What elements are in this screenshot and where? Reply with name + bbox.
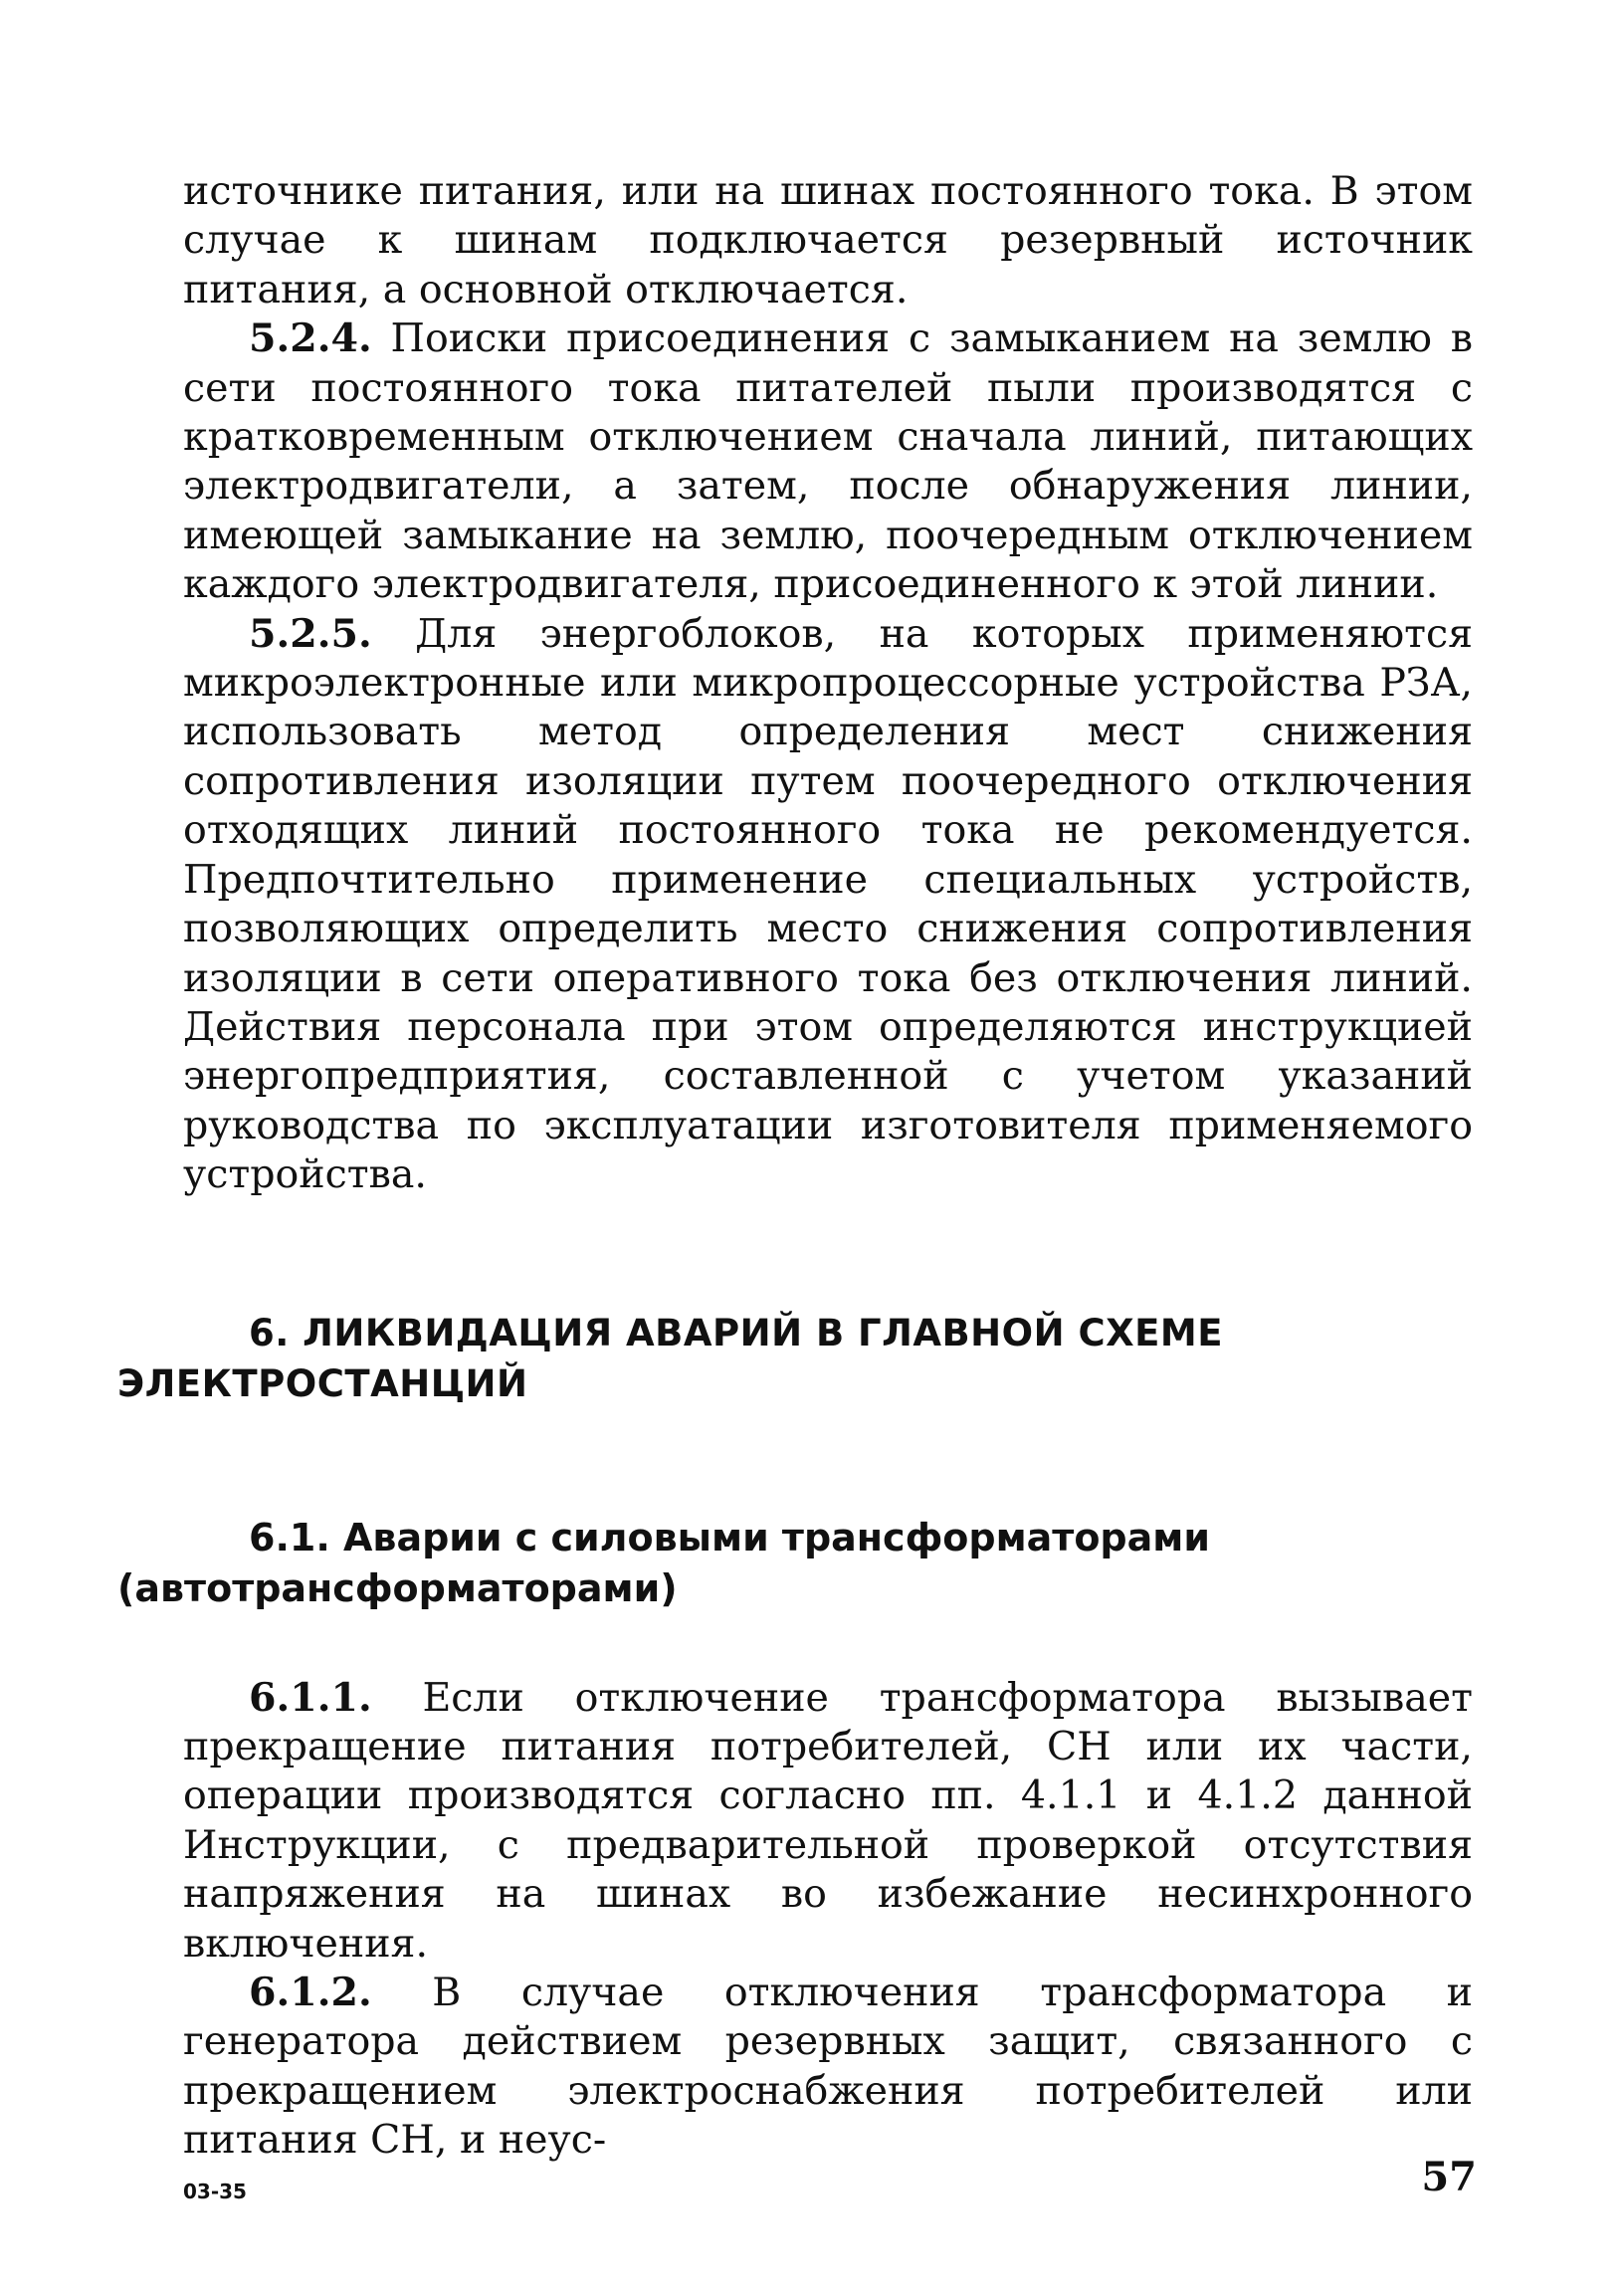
paragraph-continuation-text: источнике питания, или на шинах постоянного тока. В этом случае к шинам подключается резервный источник питания, а основной отключается. (183, 168, 1473, 312)
paragraph-5-2-5 (183, 610, 1473, 1200)
clause-number-5-2-5: 5.2.5. (249, 610, 372, 657)
paragraph-5-2-4 (183, 314, 1473, 609)
paragraph-6-1-1 (183, 1674, 1473, 1969)
clause-text-6-1-2: В случае отключения трансформатора и генератора действием резервных защит, связанного с прекращением электроснабжения потребителей или питания СН, и неус- (183, 1969, 1473, 2164)
clause-number-6-1-1: 6.1.1. (249, 1674, 372, 1721)
spacer (183, 1409, 1473, 1513)
paragraph-6-1-2 (183, 1969, 1473, 2166)
chapter-heading-line1: 6. ЛИКВИДАЦИЯ АВАРИЙ В ГЛАВНОЙ СХЕМЕ (249, 1311, 1223, 1354)
chapter-heading (117, 1308, 1473, 1409)
clause-text-6-1-1: Если отключение трансформатора вызывает прекращение питания потребителей, СН или их части, операции производятся согласно пп. 4.1.1 и 4.1.2 данной Инструкции, с предварительной проверкой отсутствия напряжения на шинах во избежание несинхронного включения. (183, 1674, 1473, 1967)
section-heading-line1: 6.1. Аварии с силовыми трансформаторами (249, 1515, 1210, 1559)
clause-text-5-2-5: Для энергоблоков, на которых применяются микроэлектронные или микропроцессорные устройства РЗА, использовать метод определения мест снижения сопротивления изоляции путем поочередного отключения отходящих линий постоянного тока не рекомендуется. Предпочтительно применение специальных устройств, позволяющих определить место снижения сопротивления изоляции в сети оперативного тока без отключения линий. Действия персонала при этом определяются инструкцией энергопредприятия, составленной с учетом указаний руководства по эксплуатации изготовителя применяемого устройства. (183, 610, 1473, 1198)
page-content (117, 167, 1473, 2166)
section-heading-line2: (автотрансформаторами) (117, 1565, 678, 1610)
spacer (183, 1200, 1473, 1308)
clause-text-5-2-4: Поиски присоединения с замыканием на землю в сети постоянного тока питателей пыли производятся с кратковременным отключением сначала линий, питающих электродвигатели, а затем, после обнаружения линии, имеющей замыкание на землю, поочередным отключением каждого электродвигателя, присоединенного к этой линии. (183, 315, 1473, 608)
chapter-heading-line2: ЭЛЕКТРОСТАНЦИЙ (117, 1361, 528, 1405)
clause-number-6-1-2: 6.1.2. (249, 1969, 372, 2015)
page-number: 57 (1421, 2154, 1477, 2200)
footer-code: 03-35 (183, 2180, 247, 2203)
paragraph-continuation (183, 167, 1473, 314)
clause-number-5-2-4: 5.2.4. (249, 315, 372, 362)
section-heading (117, 1513, 1473, 1614)
spacer (183, 1614, 1473, 1674)
